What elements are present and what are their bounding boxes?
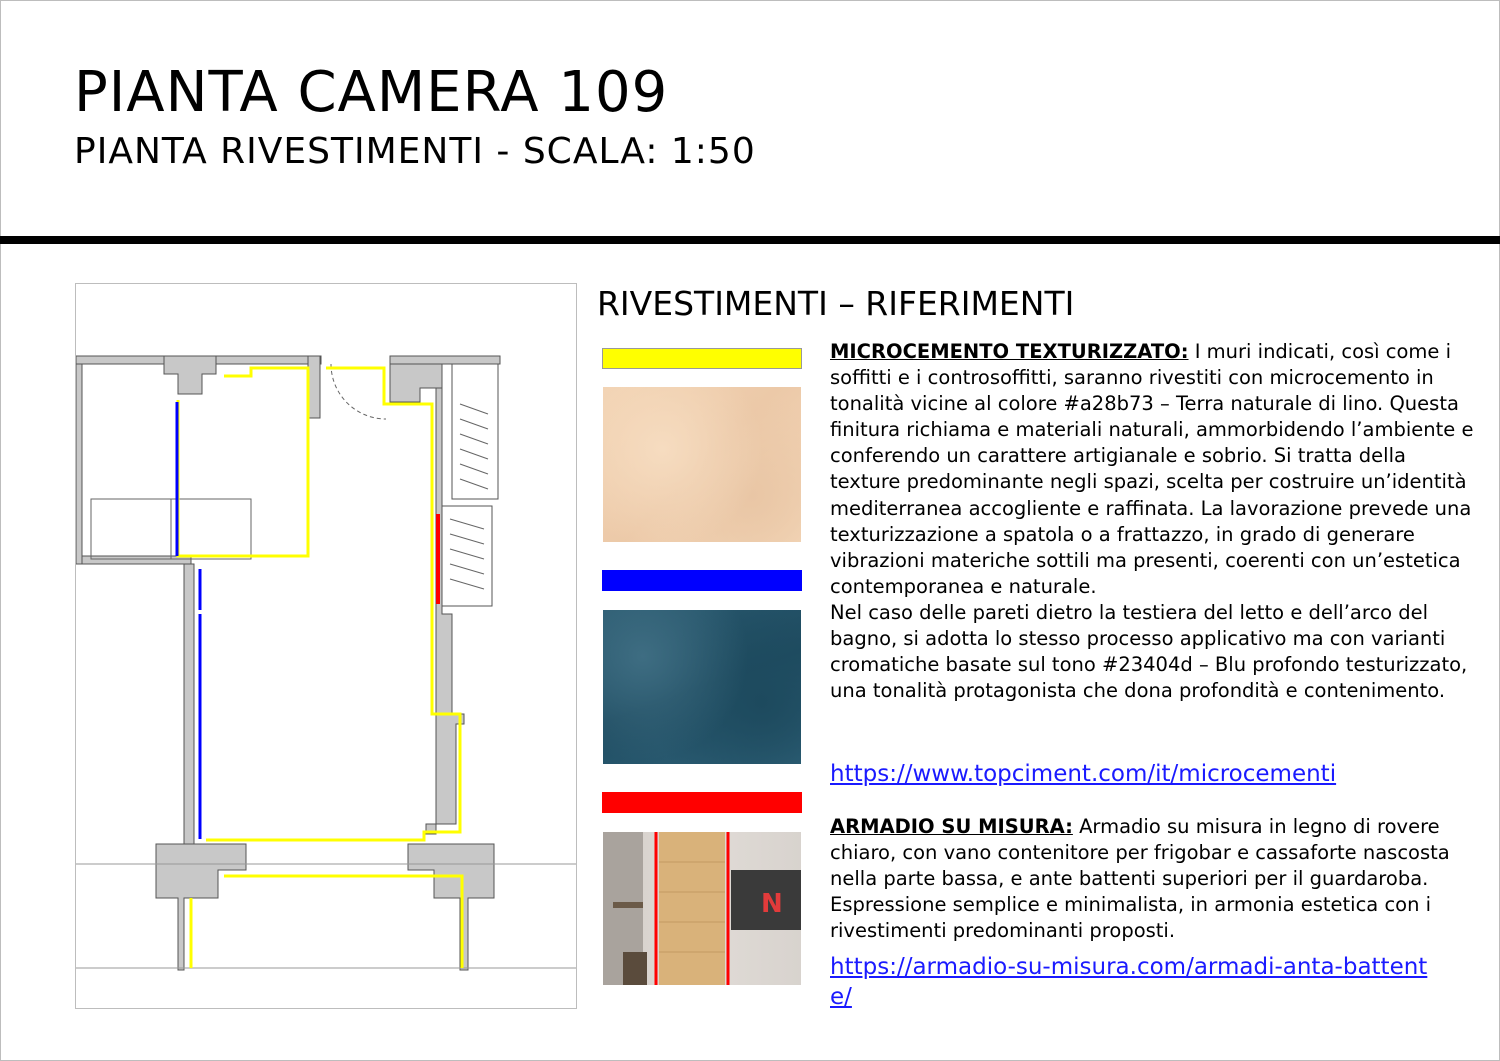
wall-left-room — [76, 556, 191, 564]
wall-door-jamb — [308, 356, 320, 418]
page-subtitle: PIANTA RIVESTIMENTI - SCALA: 1:50 — [74, 131, 756, 172]
microcemento-link[interactable]: https://www.topciment.com/it/microcementi — [830, 761, 1337, 787]
wall-top-right — [390, 356, 500, 364]
wardrobe-photo-drawing — [603, 832, 801, 985]
wall-left-edge — [76, 364, 82, 564]
svg-text:N: N — [761, 889, 783, 919]
legend-red-bar — [602, 792, 802, 813]
microcemento-blue-swatch — [603, 610, 801, 764]
legend-blue-bar — [602, 570, 802, 591]
armadio-text: Armadio su misura in legno di rovere chiaro, con vano contenitore per frigobar e cassaforte nascosta nella parte bassa, e ante battenti superiori per il guardaroba. Espressione semplice e minimalista, in armonia estetica con i rivestimenti predominanti proposti. — [830, 815, 1450, 943]
wall-pier-left — [156, 844, 246, 970]
wardrobe-photo — [603, 832, 801, 985]
floor-plan-drawing — [76, 284, 576, 1008]
armadio-description — [830, 814, 1475, 944]
wall-top-right-block — [390, 364, 442, 402]
armadio-label: ARMADIO SU MISURA: — [830, 815, 1073, 838]
microcemento-label: MICROCEMENTO TEXTURIZZATO: — [830, 340, 1189, 363]
closet-lower — [442, 506, 492, 606]
legend-yellow-bar — [602, 348, 802, 369]
wall-pier-right — [408, 844, 494, 970]
section-title: RIVESTIMENTI – RIFERIMENTI — [597, 284, 1075, 323]
armadio-link[interactable]: https://armadio-su-misura.com/armadi-anta-battente/ — [830, 954, 1428, 1010]
wall-column-top — [164, 356, 216, 394]
closet-upper — [452, 364, 498, 499]
header-divider — [0, 236, 1500, 244]
microcemento-text: I muri indicati, così come i soffitti e i controsoffitti, saranno rivestiti con microcemento in tonalità vicine al colore #a28b73 – Terra naturale di lino. Questa finitura richiama e materiali naturali, ammorbidendo l’ambiente e conferendo un carattere artigianale e sobrio. Si tratta della texture predominante negli spazi, scelta per costruire un’identità mediterranea accogliente e raffinata. La lavorazione prevede una texturizzazione a spatola o a frattazzo, in grado di generare vibrazioni materiche sottili ma presenti, coerenti con un’estetica contemporanea e naturale. — [830, 340, 1474, 598]
microcemento-beige-swatch — [603, 387, 801, 542]
page-title: PIANTA CAMERA 109 — [74, 60, 669, 125]
microcemento-description — [830, 339, 1475, 704]
microcemento-text-blue: Nel caso delle pareti dietro la testiera del letto e dell’arco del bagno, si adotta lo stesso processo applicativo ma con varianti cromatiche basate sul tono #23404d – Blu profondo testurizzato, una tonalità protagonista che dona profondità e contenimento. — [830, 600, 1468, 703]
floor-plan — [75, 283, 577, 1009]
wall-main-left — [184, 564, 194, 844]
